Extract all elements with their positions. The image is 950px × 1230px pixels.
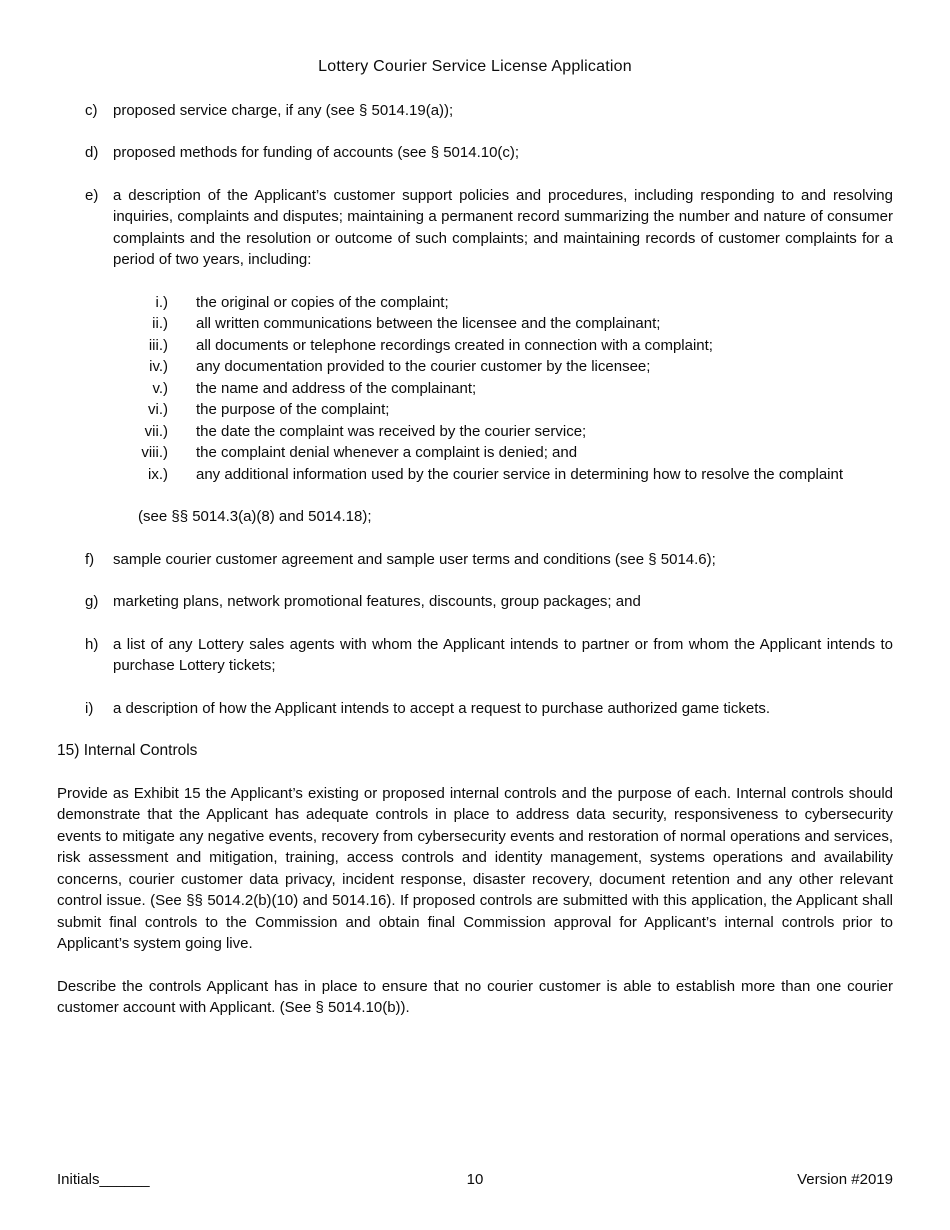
complaint-records-sublist	[57, 292, 893, 486]
sublist-text: any documentation provided to the courier customer by the licensee;	[196, 358, 651, 375]
sublist-item-i	[57, 292, 893, 314]
section-heading-internal-controls: 15) Internal Controls	[57, 742, 198, 759]
initials-line: Initials______	[57, 1170, 150, 1188]
list-marker: i)	[85, 699, 94, 717]
sublist-text: the name and address of the complainant;	[196, 379, 477, 397]
page-title: Lottery Courier Service License Application	[318, 58, 632, 75]
sublist-marker: viii.)	[141, 444, 168, 461]
paragraph-single-account: Describe the controls Applicant has in place to ensure that no courier customer is able to establish more than one courier customer account with Applicant. (See § 5014.10(b)).	[57, 977, 893, 1016]
list-marker: f)	[85, 550, 95, 568]
list-item-e	[57, 185, 893, 271]
sublist-item-vii	[57, 421, 893, 443]
list-item-c	[57, 100, 893, 122]
list-item-d	[57, 142, 893, 164]
sublist-text: the purpose of the complaint;	[196, 401, 390, 418]
list-text: sample courier customer agreement and sample user terms and conditions (see § 5014.6);	[113, 550, 716, 568]
sublist-marker: iv.)	[149, 358, 168, 375]
sublist-marker: ix.)	[148, 465, 168, 483]
page-number: 10	[466, 1170, 484, 1188]
sublist-item-viii	[57, 442, 893, 464]
list-text: a description of how the Applicant intends to accept a request to purchase authorized game tickets.	[113, 699, 771, 717]
sublist-text: any additional information used by the courier service in determining how to resolve the complaint	[196, 465, 844, 483]
version-label: Version #2019	[797, 1170, 893, 1188]
sublist-item-ii	[57, 313, 893, 335]
list-text: a description of the Applicant’s customer support policies and procedures, including responding to and resolving inquiries, complaints and disputes; maintaining a permanent record summarizing the number and nature of consumer complaints and the resolution or outcome of such complaints; and maintaining records of customer complaints for a period of two years, including:	[113, 186, 893, 268]
list-marker: g)	[85, 593, 99, 610]
list-marker: h)	[85, 635, 99, 653]
list-item-f	[57, 549, 893, 571]
sublist-text: all written communications between the licensee and the complainant;	[196, 315, 661, 332]
paragraph-internal-controls: Provide as Exhibit 15 the Applicant’s existing or proposed internal controls and the purpose of each. Internal controls should demonstrate that the Applicant has adequate controls in place to address data security, responsiveness to cybersecurity events to mitigate any negative events, recovery from cybersecurity events and restoration of normal operations and services, risk assessment and mitigation, training, access controls and identity management, systems operations and availability concerns, courier customer data privacy, incident response, disaster recovery, document retention and any other relevant control issue. (See §§ 5014.2(b)(10) and 5014.16). If proposed controls are submitted with this application, the Applicant shall submit final controls to the Commission and obtain final Commission approval for Applicant’s internal controls prior to Applicant’s system going live.	[57, 784, 893, 952]
sublist-marker: v.)	[152, 379, 168, 397]
list-marker: e)	[85, 186, 99, 204]
sublist-item-v	[57, 378, 893, 400]
sublist-text: the complaint denial whenever a complaint is denied; and	[196, 444, 578, 461]
list-text: a list of any Lottery sales agents with whom the Applicant intends to partner or from whom the Applicant intends to purchase Lottery tickets;	[113, 635, 893, 674]
sublist-marker: ii.)	[152, 315, 168, 332]
list-item-h	[57, 634, 893, 677]
sublist-item-vi	[57, 399, 893, 421]
sublist-item-iv	[57, 356, 893, 378]
citation-note: (see §§ 5014.3(a)(8) and 5014.18);	[138, 508, 372, 525]
list-marker: d)	[85, 144, 99, 161]
sublist-text: all documents or telephone recordings created in connection with a complaint;	[196, 336, 713, 354]
sublist-item-ix	[57, 464, 893, 486]
sublist-marker: iii.)	[148, 336, 168, 354]
sublist-text: the date the complaint was received by the courier service;	[196, 422, 587, 440]
list-item-g	[57, 591, 893, 613]
list-item-i	[57, 698, 893, 720]
list-text: proposed service charge, if any (see § 5014.19(a));	[113, 101, 454, 119]
list-text: marketing plans, network promotional features, discounts, group packages; and	[113, 593, 641, 610]
sublist-marker: vii.)	[144, 422, 168, 440]
list-marker: c)	[85, 101, 98, 119]
sublist-text: the original or copies of the complaint;	[196, 293, 449, 311]
list-text: proposed methods for funding of accounts (see § 5014.10(c);	[113, 144, 520, 161]
sublist-item-iii	[57, 335, 893, 357]
sublist-marker: vi.)	[148, 401, 168, 418]
sublist-marker: i.)	[155, 293, 168, 311]
page-footer	[57, 1169, 893, 1191]
